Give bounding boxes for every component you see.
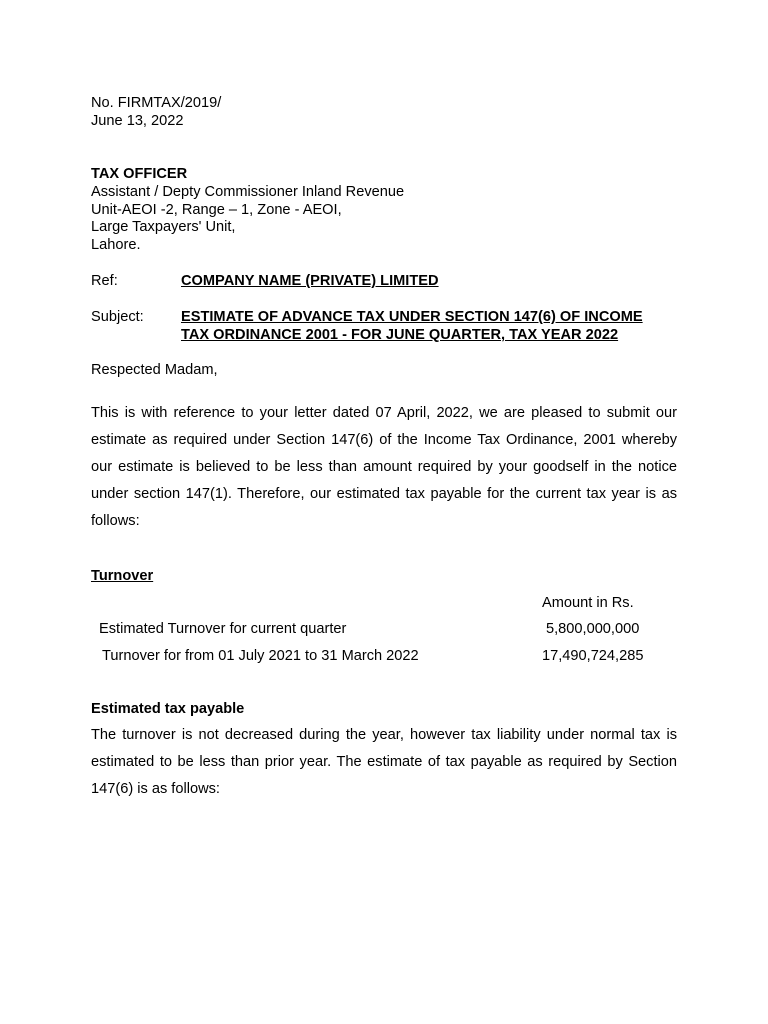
- body-line: under section 147(1). Therefore, our estimated tax payable for the current tax year is as: [91, 486, 677, 502]
- subject-line-1: ESTIMATE OF ADVANCE TAX UNDER SECTION 147(6) OF INCOME: [181, 309, 643, 325]
- body-line: our estimate is believed to be less than amount required by your goodself in the notice: [91, 459, 677, 475]
- body-paragraph: [91, 400, 677, 535]
- estimated-tax-heading: Estimated tax payable: [91, 701, 245, 717]
- subject-line-2: TAX ORDINANCE 2001 - FOR JUNE QUARTER, TAX YEAR 2022: [181, 327, 619, 343]
- addressee-title: TAX OFFICER: [91, 166, 188, 182]
- turnover-row-amount: 5,800,000,000: [546, 621, 640, 637]
- turnover-row-amount: 17,490,724,285: [542, 648, 644, 664]
- turnover-row-label: Estimated Turnover for current quarter: [99, 621, 347, 637]
- estimated-tax-line: 147(6) is as follows:: [91, 781, 220, 797]
- body-line: estimate as required under Section 147(6) of the Income Tax Ordinance, 2001 whereby: [91, 432, 677, 448]
- addressee-line: Large Taxpayers' Unit,: [91, 219, 236, 235]
- subject-label: Subject:: [91, 309, 144, 325]
- body-line: follows:: [91, 513, 140, 529]
- reference-number: No. FIRMTAX/2019/: [91, 95, 222, 111]
- addressee-line: Unit-AEOI -2, Range – 1, Zone - AEOI,: [91, 202, 342, 218]
- salutation: Respected Madam,: [91, 362, 218, 378]
- letter-date: June 13, 2022: [91, 113, 184, 129]
- amount-column-header: Amount in Rs.: [542, 595, 634, 611]
- addressee-line: Lahore.: [91, 237, 141, 253]
- estimated-tax-line: estimated to be less than prior year. The estimate of tax payable as required by Section: [91, 754, 677, 770]
- addressee-line: Assistant / Depty Commissioner Inland Revenue: [91, 184, 405, 200]
- body-line: This is with reference to your letter dated 07 April, 2022, we are pleased to submit our: [91, 405, 677, 421]
- turnover-row-label: Turnover for from 01 July 2021 to 31 March 2022: [102, 648, 419, 664]
- ref-label: Ref:: [91, 273, 118, 289]
- estimated-tax-line: The turnover is not decreased during the year, however tax liability under normal tax is: [91, 727, 677, 743]
- ref-company-name: COMPANY NAME (PRIVATE) LIMITED: [181, 273, 439, 289]
- estimated-tax-paragraph: [91, 722, 677, 803]
- turnover-heading: Turnover: [91, 568, 154, 584]
